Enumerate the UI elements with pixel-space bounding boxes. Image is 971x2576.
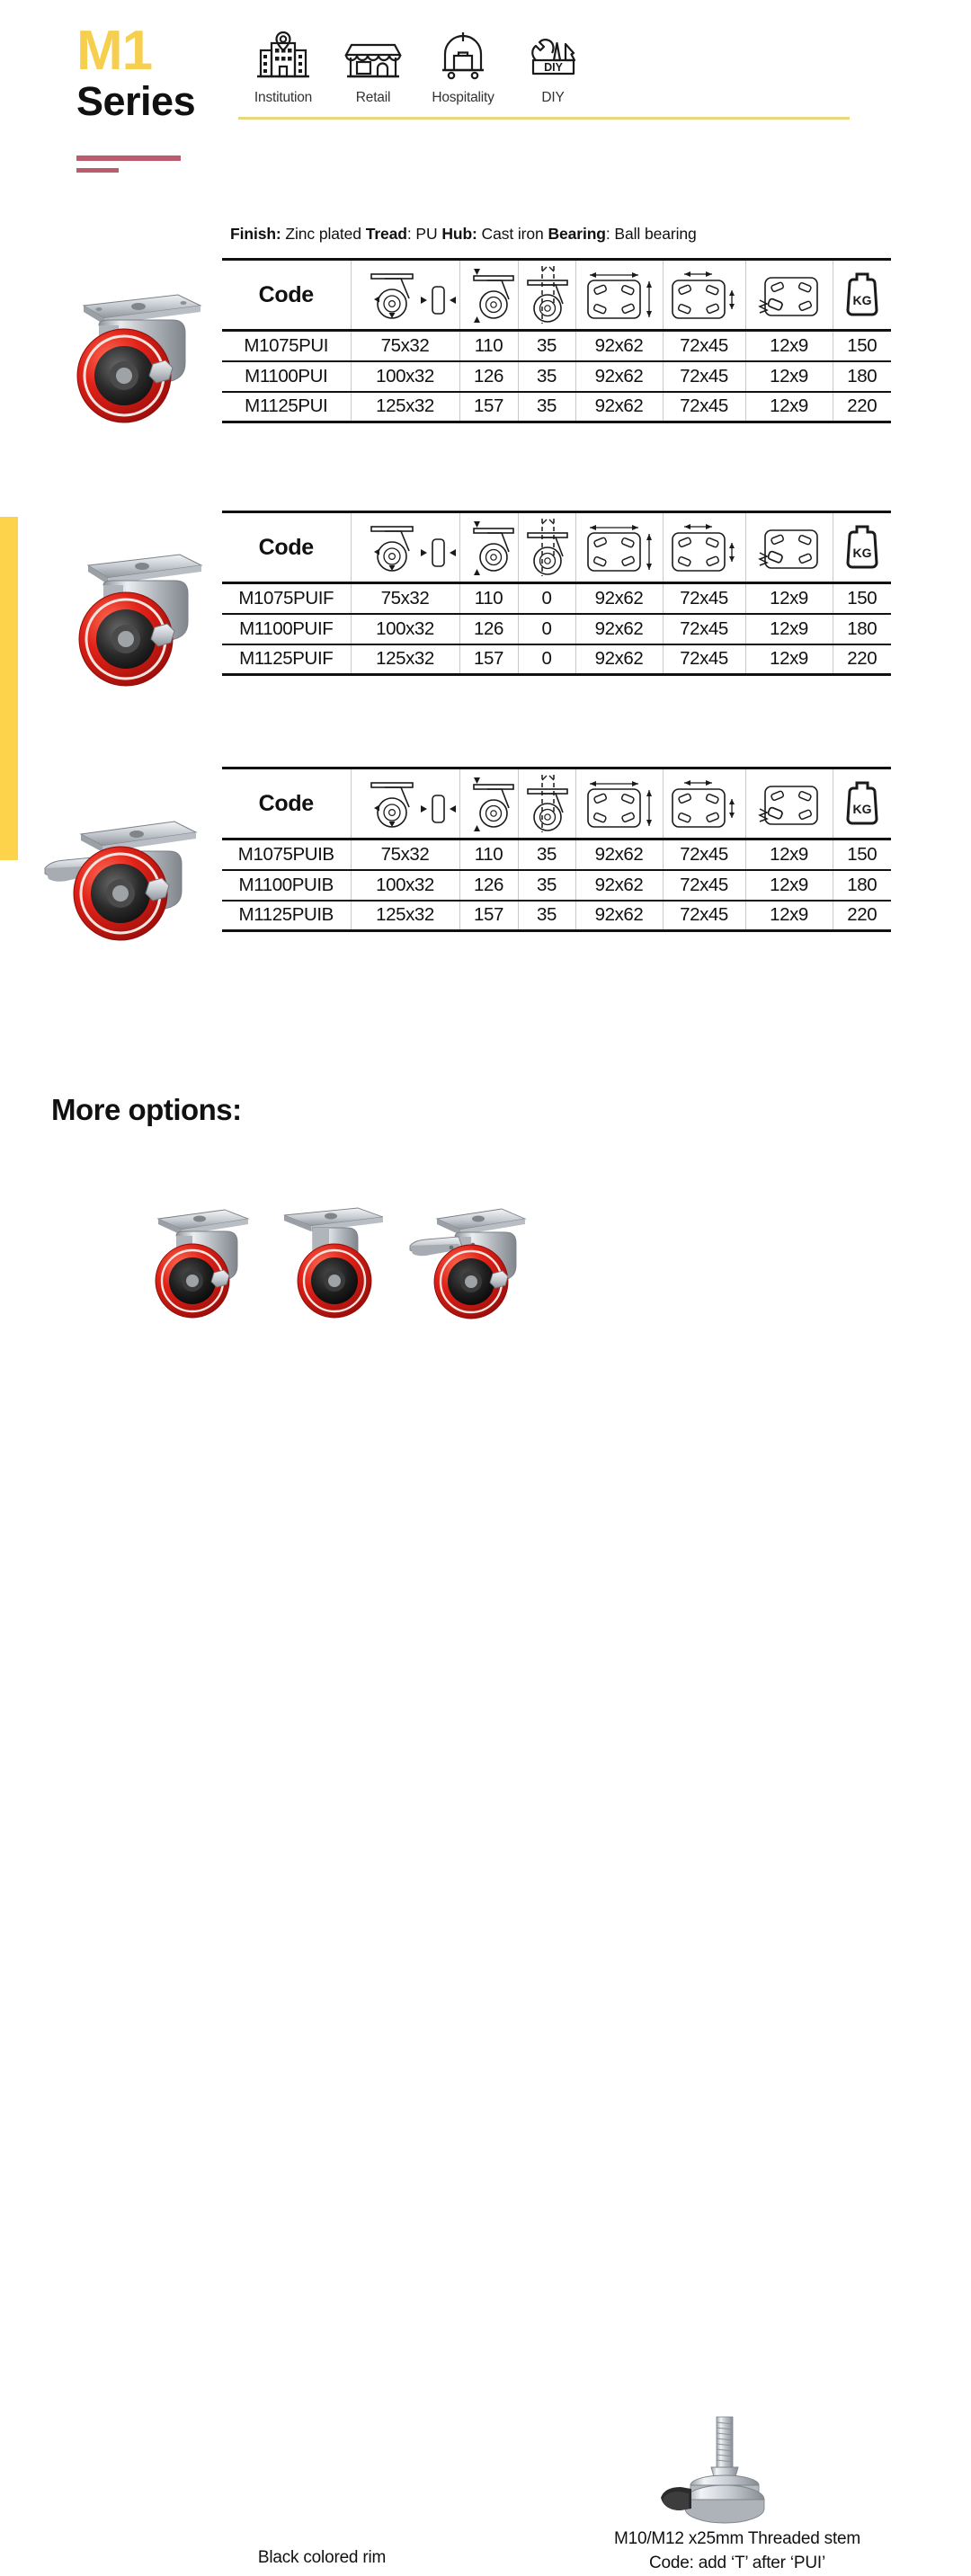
cell-wheel: 125x32	[351, 644, 459, 675]
cell-offset: 0	[518, 644, 575, 675]
cell-code: M1100PUI	[222, 361, 351, 392]
wheel-diameter-width-icon	[352, 776, 459, 831]
cell-bolt-size: 12x9	[745, 614, 833, 644]
column-header-bolt-hole	[663, 260, 745, 331]
wheel-diameter-width-icon	[352, 267, 459, 323]
table-row	[222, 361, 891, 392]
threaded-stem-caption	[530, 2527, 944, 2576]
svg-text:KG: KG	[852, 546, 872, 560]
cell-bolt-size: 12x9	[745, 331, 833, 361]
cell-bolt-hole: 72x45	[663, 331, 745, 361]
column-header-load	[833, 768, 891, 839]
cell-load: 150	[833, 331, 891, 361]
diy-icon	[508, 29, 598, 84]
cell-height: 110	[459, 583, 518, 614]
cell-plate: 92x62	[575, 614, 663, 644]
cell-plate: 92x62	[575, 839, 663, 870]
cell-offset: 35	[518, 361, 575, 392]
code-header-label: Code	[258, 281, 314, 307]
finish-label: Finish:	[230, 225, 281, 243]
braked-caster-photo	[45, 792, 211, 958]
segment-retail	[328, 29, 418, 106]
stem-caption-line-1: M10/M12 x25mm Threaded stem	[613, 2529, 861, 2548]
cell-wheel: 125x32	[351, 392, 459, 422]
segment-hospitality	[418, 29, 508, 106]
cell-bolt-hole: 72x45	[663, 644, 745, 675]
load-capacity-kg-icon	[833, 267, 892, 323]
cell-plate: 92x62	[575, 392, 663, 422]
finish-value: Zinc plated	[285, 225, 361, 243]
spec-table-fixed	[222, 511, 891, 676]
column-header-bolt-size	[745, 768, 833, 839]
cell-offset: 0	[518, 614, 575, 644]
column-header-offset	[518, 512, 575, 583]
cell-wheel: 100x32	[351, 870, 459, 901]
column-header-plate	[575, 768, 663, 839]
cell-code: M1125PUIF	[222, 644, 351, 675]
column-header-height	[459, 512, 518, 583]
cell-load: 180	[833, 870, 891, 901]
cell-bolt-hole: 72x45	[663, 392, 745, 422]
spec-summary	[230, 225, 697, 244]
segment-institution	[238, 29, 328, 106]
bolt-hole-spacing-icon	[664, 266, 745, 324]
column-header-bolt-size	[745, 260, 833, 331]
cell-bolt-hole: 72x45	[663, 839, 745, 870]
overall-height-icon	[460, 265, 518, 324]
cell-plate: 92x62	[575, 361, 663, 392]
left-accent-bar	[0, 517, 18, 860]
segment-label: DIY	[541, 90, 565, 105]
column-header-bolt-hole	[663, 768, 745, 839]
table-row	[222, 583, 891, 614]
black-rim-fixed-photo	[275, 1195, 401, 1330]
cell-plate: 92x62	[575, 583, 663, 614]
cell-height: 157	[459, 901, 518, 931]
cell-offset: 35	[518, 392, 575, 422]
cell-load: 180	[833, 361, 891, 392]
table-row	[222, 392, 891, 422]
load-capacity-kg-icon	[833, 776, 892, 831]
column-header-load	[833, 512, 891, 583]
column-header-wheel	[351, 512, 459, 583]
cell-bolt-size: 12x9	[745, 839, 833, 870]
black-rim-caption: Black colored rim	[257, 2548, 387, 2567]
cell-wheel: 100x32	[351, 361, 459, 392]
top-plate-size-icon	[576, 266, 663, 324]
wheel-diameter-width-icon	[352, 520, 459, 575]
cell-load: 220	[833, 392, 891, 422]
cell-plate: 92x62	[575, 331, 663, 361]
segment-label: Retail	[355, 90, 391, 105]
table-body	[222, 583, 891, 675]
cell-load: 220	[833, 901, 891, 931]
cell-bolt-size: 12x9	[745, 583, 833, 614]
cell-wheel: 75x32	[351, 583, 459, 614]
cell-code: M1100PUIB	[222, 870, 351, 901]
cell-bolt-hole: 72x45	[663, 614, 745, 644]
overall-height-icon	[460, 518, 518, 577]
more-options-title: More options:	[51, 1093, 242, 1126]
cell-wheel: 75x32	[351, 839, 459, 870]
cell-wheel: 100x32	[351, 614, 459, 644]
table-row	[222, 839, 891, 870]
bearing-value: : Ball bearing	[605, 225, 697, 243]
top-plate-size-icon	[576, 775, 663, 832]
cell-wheel: 75x32	[351, 331, 459, 361]
cell-code: M1125PUIB	[222, 901, 351, 931]
brand-rule-short	[76, 168, 119, 173]
cell-plate: 92x62	[575, 644, 663, 675]
cell-load: 150	[833, 583, 891, 614]
column-header-load	[833, 260, 891, 331]
fixed-caster-photo	[49, 537, 216, 704]
cell-height: 126	[459, 870, 518, 901]
code-header-label: Code	[258, 534, 314, 560]
cell-wheel: 125x32	[351, 901, 459, 931]
cell-height: 157	[459, 392, 518, 422]
brand-rule-long	[76, 155, 181, 161]
table-body	[222, 839, 891, 931]
tread-label: Tread	[365, 225, 407, 243]
cell-bolt-size: 12x9	[745, 901, 833, 931]
cell-code: M1075PUIF	[222, 583, 351, 614]
bearing-label: Bearing	[548, 225, 606, 243]
black-rim-braked-photo	[408, 1195, 534, 1330]
table-header-row	[222, 260, 891, 331]
bolt-hole-spacing-icon	[664, 519, 745, 576]
market-segments	[238, 29, 598, 106]
table-row	[222, 870, 891, 901]
bolt-hole-size-icon	[746, 775, 833, 832]
threaded-stem-photo	[647, 2404, 809, 2530]
column-header-code	[222, 260, 351, 331]
spec-table-braked	[222, 767, 891, 932]
swivel-caster-photo	[49, 274, 216, 440]
overall-height-icon	[460, 774, 518, 833]
cell-height: 157	[459, 644, 518, 675]
retail-icon	[328, 29, 418, 84]
top-plate-size-icon	[576, 519, 663, 576]
cell-bolt-size: 12x9	[745, 870, 833, 901]
spec-table-swivel	[222, 258, 891, 423]
segment-diy	[508, 29, 598, 106]
cell-height: 126	[459, 614, 518, 644]
column-header-height	[459, 260, 518, 331]
tread-value: : PU	[406, 225, 438, 243]
column-header-plate	[575, 260, 663, 331]
swivel-offset-icon	[519, 517, 575, 578]
table-row	[222, 614, 891, 644]
segment-label: Institution	[254, 90, 313, 105]
cell-plate: 92x62	[575, 870, 663, 901]
table-body	[222, 331, 891, 422]
stem-caption-line-2: Code: add ‘T’ after ‘PUI’	[649, 2553, 825, 2572]
hub-label: Hub:	[441, 225, 477, 243]
black-rim-caster-group	[142, 1195, 534, 1330]
cell-load: 180	[833, 614, 891, 644]
brand-block	[76, 20, 196, 124]
black-rim-swivel-photo	[142, 1195, 268, 1330]
table-row	[222, 901, 891, 931]
cell-code: M1075PUI	[222, 331, 351, 361]
column-header-plate	[575, 512, 663, 583]
page-header	[0, 0, 971, 189]
column-header-code	[222, 512, 351, 583]
bolt-hole-spacing-icon	[664, 775, 745, 832]
column-header-wheel	[351, 768, 459, 839]
cell-load: 150	[833, 839, 891, 870]
cell-code: M1075PUIB	[222, 839, 351, 870]
table-row	[222, 644, 891, 675]
cell-offset: 35	[518, 901, 575, 931]
hospitality-icon	[418, 29, 508, 84]
cell-height: 110	[459, 839, 518, 870]
column-header-offset	[518, 260, 575, 331]
bolt-hole-size-icon	[746, 519, 833, 576]
cell-bolt-size: 12x9	[745, 392, 833, 422]
cell-offset: 35	[518, 839, 575, 870]
table-row	[222, 331, 891, 361]
page-title: M1	[76, 20, 153, 82]
cell-offset: 0	[518, 583, 575, 614]
cell-bolt-hole: 72x45	[663, 870, 745, 901]
cell-height: 126	[459, 361, 518, 392]
table-header-row	[222, 512, 891, 583]
cell-code: M1125PUI	[222, 392, 351, 422]
cell-offset: 35	[518, 331, 575, 361]
header-divider	[238, 117, 850, 120]
cell-plate: 92x62	[575, 901, 663, 931]
cell-load: 220	[833, 644, 891, 675]
cell-bolt-size: 12x9	[745, 644, 833, 675]
column-header-height	[459, 768, 518, 839]
cell-bolt-size: 12x9	[745, 361, 833, 392]
column-header-bolt-size	[745, 512, 833, 583]
swivel-offset-icon	[519, 773, 575, 834]
cell-bolt-hole: 72x45	[663, 901, 745, 931]
series-label: Series	[76, 77, 196, 124]
svg-text:KG: KG	[852, 293, 872, 307]
cell-bolt-hole: 72x45	[663, 361, 745, 392]
svg-text:DIY: DIY	[544, 61, 563, 74]
cell-bolt-hole: 72x45	[663, 583, 745, 614]
load-capacity-kg-icon	[833, 520, 892, 575]
institution-icon	[238, 29, 328, 84]
cell-height: 110	[459, 331, 518, 361]
bolt-hole-size-icon	[746, 266, 833, 324]
table-header-row	[222, 768, 891, 839]
column-header-wheel	[351, 260, 459, 331]
cell-offset: 35	[518, 870, 575, 901]
segment-label: Hospitality	[432, 90, 494, 105]
svg-text:KG: KG	[852, 802, 872, 816]
column-header-bolt-hole	[663, 512, 745, 583]
code-header-label: Code	[258, 790, 314, 816]
hub-value: Cast iron	[481, 225, 544, 243]
cell-code: M1100PUIF	[222, 614, 351, 644]
swivel-offset-icon	[519, 264, 575, 325]
column-header-offset	[518, 768, 575, 839]
column-header-code	[222, 768, 351, 839]
